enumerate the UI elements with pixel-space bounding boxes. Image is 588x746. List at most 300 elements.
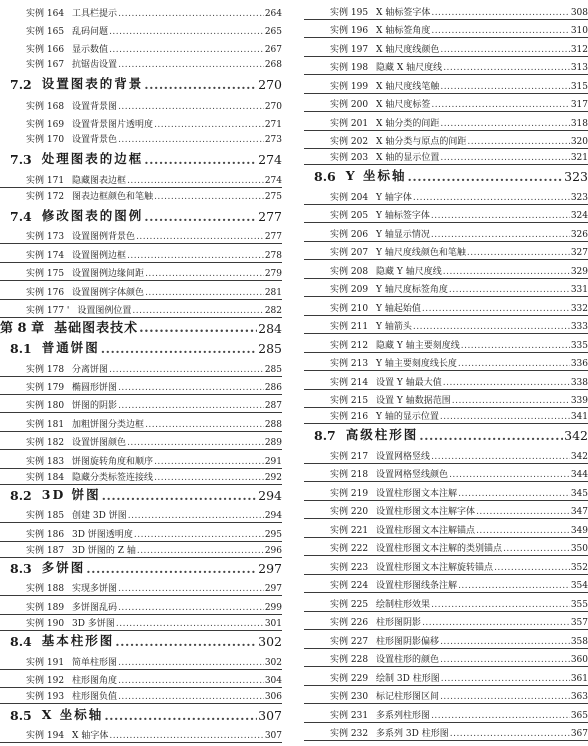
toc-entry[interactable] [304, 187, 588, 205]
example-number: 实例 225 [330, 600, 369, 610]
page-number: 282 [264, 306, 282, 316]
page-number: 358 [570, 637, 588, 647]
toc-entry[interactable] [304, 298, 588, 316]
example-number: 实例 232 [330, 729, 369, 739]
example-number: 实例 188 [26, 584, 65, 594]
dot-leader [144, 77, 257, 92]
toc-entry[interactable] [304, 724, 588, 741]
example-title: 设置饼图颜色 [72, 438, 127, 448]
toc-entry[interactable] [304, 409, 588, 424]
toc-entry[interactable] [0, 396, 282, 413]
toc-entry[interactable] [0, 301, 282, 318]
example-number: 实例 209 [330, 285, 369, 295]
page-number: 321 [570, 153, 588, 163]
section-number: 8.1 [10, 341, 32, 356]
dot-leader [145, 420, 264, 430]
example-number: 实例 186 [26, 530, 65, 540]
example-title: 绘制柱形效果 [376, 600, 431, 610]
example-title: 3D 饼图的 Z 轴 [72, 546, 136, 556]
page-number: 275 [264, 192, 282, 202]
dot-leader [134, 530, 264, 540]
toc-chapter-heading[interactable] [0, 319, 282, 338]
page-number: 284 [258, 321, 282, 336]
toc-entry[interactable] [0, 189, 282, 203]
dot-leader [118, 676, 264, 686]
example-title: 设置图例背景色 [72, 232, 136, 242]
toc-section-heading[interactable] [0, 632, 282, 651]
example-number: 实例 228 [330, 655, 369, 665]
example-number: 实例 173 [26, 232, 65, 242]
page-number: 326 [570, 230, 588, 240]
page-number: 347 [570, 507, 588, 517]
toc-entry[interactable] [0, 726, 282, 743]
dot-leader [109, 365, 264, 375]
example-title: Y 轴尺度线颜色和笔触 [376, 248, 466, 258]
toc-entry[interactable] [0, 132, 282, 146]
toc-entry[interactable] [0, 543, 282, 558]
page-number: 285 [258, 341, 282, 356]
example-title: X 轴字体 [72, 731, 109, 741]
example-number: 实例 176 [26, 288, 65, 298]
page-number: 310 [570, 26, 588, 36]
page-number: 354 [570, 581, 588, 591]
example-title: 设置图例字体颜色 [72, 288, 145, 298]
dot-leader [440, 655, 570, 665]
page-number: 278 [264, 251, 282, 261]
page-number: 365 [570, 711, 588, 721]
example-number: 实例 169 [26, 120, 65, 130]
dot-leader [144, 152, 257, 167]
example-title: 简单柱形图 [72, 658, 118, 668]
example-title: 设置网格竖线 [376, 452, 431, 462]
page-number: 299 [264, 603, 282, 613]
toc-entry[interactable] [0, 451, 282, 469]
toc-entry[interactable] [304, 372, 588, 390]
dot-leader [467, 248, 570, 258]
dot-leader [109, 45, 264, 55]
example-number: 实例 193 [26, 692, 65, 702]
toc-entry[interactable] [304, 483, 588, 501]
dot-leader [440, 153, 569, 163]
example-title: 柱形图角度 [72, 676, 118, 686]
toc-entry[interactable] [0, 282, 282, 300]
example-title: 饼图的阴影 [72, 401, 118, 411]
page-number: 315 [570, 82, 588, 92]
dot-leader [132, 306, 263, 316]
example-number: 实例 189 [26, 603, 65, 613]
page-number: 291 [264, 457, 282, 467]
dot-leader [145, 269, 264, 279]
dot-leader [461, 341, 570, 351]
toc-entry[interactable] [304, 261, 588, 279]
example-number: 实例 181 [26, 420, 65, 430]
toc-section-heading[interactable] [0, 486, 282, 505]
section-title: 处理图表的边框 [41, 151, 144, 166]
toc-entry[interactable] [0, 671, 282, 688]
example-title: 饼图旋转角度和顺序 [72, 457, 154, 467]
example-number: 实例 190 [26, 619, 65, 629]
section-title: 基本柱形图 [41, 633, 115, 648]
example-number: 实例 196 [330, 26, 369, 36]
toc-entry[interactable] [304, 58, 588, 75]
toc-entry[interactable] [0, 95, 282, 113]
toc-entry[interactable] [304, 317, 588, 334]
page-number: 323 [570, 193, 588, 203]
section-number: 7.3 [10, 152, 32, 167]
toc-entry[interactable] [304, 2, 588, 20]
toc-entry[interactable] [304, 594, 588, 612]
page-number: 345 [570, 489, 588, 499]
toc-entry[interactable] [0, 616, 282, 631]
toc-entry[interactable] [0, 170, 282, 188]
example-number: 实例 214 [330, 378, 369, 388]
dot-leader [128, 511, 264, 521]
dot-leader [118, 135, 264, 145]
toc-entry[interactable] [0, 414, 282, 432]
example-title: 椭圆形饼图 [72, 383, 118, 393]
dot-leader [458, 359, 570, 369]
page-number: 338 [570, 378, 588, 388]
section-title: 高级柱形图 [345, 427, 419, 442]
section-number: 7.2 [10, 77, 32, 92]
page-number: 304 [264, 676, 282, 686]
dot-leader [118, 584, 264, 594]
page-number: 287 [264, 401, 282, 411]
example-title: 多饼图乱码 [72, 603, 118, 613]
toc-entry[interactable] [304, 520, 588, 538]
dot-leader [449, 285, 570, 295]
dot-leader [503, 544, 570, 554]
section-number: 7.4 [10, 209, 32, 224]
section-number: 8.4 [10, 634, 32, 649]
dot-leader [127, 438, 264, 448]
example-title: 设置柱形图文本注解锚点 [376, 526, 476, 536]
page-number: 342 [564, 428, 588, 443]
example-title: 设置柱形图文本注解旋转锚点 [376, 563, 494, 573]
page-number: 267 [264, 45, 282, 55]
example-number: 实例 207 [330, 248, 369, 258]
example-title: 隐藏 Y 轴主要刻度线 [376, 341, 460, 351]
example-title: Y 轴尺度标签角度 [376, 285, 448, 295]
example-title: 3D 多饼图 [72, 619, 115, 629]
toc-entry[interactable] [0, 524, 282, 542]
toc-entry[interactable] [0, 2, 282, 20]
dot-leader [145, 288, 264, 298]
page-number: 324 [570, 211, 588, 221]
toc-entry[interactable] [0, 579, 282, 596]
toc-entry[interactable] [304, 354, 588, 371]
section-title: 普通饼图 [41, 340, 100, 355]
toc-entry[interactable] [304, 76, 588, 94]
toc-entry[interactable] [304, 705, 588, 723]
toc-entry[interactable] [0, 506, 282, 523]
page-number: 296 [264, 546, 282, 556]
example-number: 实例 200 [330, 100, 369, 110]
example-number: 实例 231 [330, 711, 369, 721]
toc-entry[interactable] [304, 95, 588, 112]
page-number: 332 [570, 304, 588, 314]
page-number: 335 [570, 341, 588, 351]
page-number: 349 [570, 526, 588, 536]
toc-entry[interactable] [304, 465, 588, 482]
example-number: 实例 226 [330, 618, 369, 628]
page-number: 277 [258, 209, 282, 224]
page-number: 271 [264, 120, 282, 130]
example-title: 设置图例位置 [77, 306, 132, 316]
example-title: 隐藏图表边框 [72, 176, 127, 186]
toc-entry[interactable] [304, 132, 588, 149]
page-number: 302 [258, 634, 282, 649]
toc-section-heading[interactable] [0, 204, 282, 226]
example-number: 实例 221 [330, 526, 369, 536]
toc-entry[interactable] [304, 576, 588, 593]
example-title: 标记柱形图区间 [376, 692, 440, 702]
example-title: 设置柱形图线条注解 [376, 581, 458, 591]
page-number: 286 [264, 383, 282, 393]
page-number: 357 [570, 618, 588, 628]
example-number: 实例 216 [330, 412, 369, 422]
dot-leader [419, 428, 563, 443]
toc-entry[interactable] [0, 227, 282, 244]
example-number: 实例 167 [26, 60, 65, 70]
dot-leader [118, 692, 264, 702]
toc-entry[interactable] [304, 539, 588, 556]
page-number: 289 [264, 438, 282, 448]
dot-leader [458, 581, 570, 591]
page-number: 297 [258, 561, 282, 576]
page-number: 294 [258, 488, 282, 503]
page-number: 294 [264, 511, 282, 521]
example-number: 实例 223 [330, 563, 369, 573]
example-number: 实例 203 [330, 153, 369, 163]
chapter-number: 第 8 章 [0, 321, 45, 336]
page-number: 317 [570, 100, 588, 110]
example-number: 实例 171 [26, 176, 65, 186]
toc-section-heading[interactable] [304, 166, 588, 186]
example-number: 实例 192 [26, 676, 65, 686]
page-number: 268 [264, 60, 282, 70]
section-number: 8.5 [10, 708, 32, 723]
example-title: Y 轴起始值 [376, 304, 421, 314]
section-title: 3D 饼图 [41, 487, 101, 502]
toc-section-heading[interactable] [0, 72, 282, 94]
dot-leader [154, 457, 264, 467]
dot-leader [104, 708, 257, 723]
toc-entry[interactable] [0, 359, 282, 377]
example-number: 实例 170 [26, 135, 65, 145]
toc-entry[interactable] [0, 470, 282, 485]
toc-entry[interactable] [0, 689, 282, 704]
example-number: 实例 212 [330, 341, 369, 351]
toc-entry[interactable] [0, 57, 282, 71]
dot-leader [431, 452, 570, 462]
toc-entry[interactable] [304, 557, 588, 575]
toc-entry[interactable] [304, 21, 588, 38]
example-title: 设置 Y 轴最大值 [376, 378, 442, 388]
example-title: Y 轴主要刻度线长度 [376, 359, 457, 369]
dot-leader [458, 489, 570, 499]
page-number: 281 [264, 288, 282, 298]
dot-leader [443, 63, 570, 73]
page-number: 341 [570, 412, 588, 422]
page-number: 333 [570, 322, 588, 332]
toc-entry[interactable] [304, 224, 588, 242]
example-number: 实例 220 [330, 507, 369, 517]
toc-entry[interactable] [0, 652, 282, 670]
example-number: 实例 166 [26, 45, 65, 55]
dot-leader [422, 304, 570, 314]
example-title: X 轴的显示位置 [376, 153, 440, 163]
page-number: 270 [258, 77, 282, 92]
toc-entry[interactable] [0, 433, 282, 450]
page-number: 318 [570, 119, 588, 129]
toc-entry[interactable] [304, 39, 588, 57]
toc-entry[interactable] [0, 264, 282, 281]
example-number: 实例 195 [330, 8, 369, 18]
dot-leader [441, 674, 570, 684]
dot-leader [422, 618, 570, 628]
page-number: 295 [264, 530, 282, 540]
toc-entry[interactable] [0, 378, 282, 395]
example-number: 实例 180 [26, 401, 65, 411]
dot-leader [136, 232, 264, 242]
dot-leader [431, 100, 569, 110]
page-number: 279 [264, 269, 282, 279]
example-number: 实例 227 [330, 637, 369, 647]
page-number: 274 [264, 176, 282, 186]
toc-entry[interactable] [304, 631, 588, 649]
example-number: 实例 178 [26, 365, 65, 375]
toc-entry[interactable] [304, 613, 588, 630]
toc-entry[interactable] [0, 597, 282, 615]
toc-section-heading[interactable] [304, 425, 588, 445]
example-title: 工具栏提示 [72, 9, 118, 19]
example-title: 设置背景图 [72, 102, 118, 112]
example-number: 实例 222 [330, 544, 369, 554]
toc-entry[interactable] [304, 687, 588, 704]
example-title: 设置柱形图文本注解字体 [376, 507, 476, 517]
page-number: 285 [264, 365, 282, 375]
dot-leader [118, 658, 264, 668]
example-title: 设置图例边框 [72, 251, 127, 261]
section-number: 8.3 [10, 561, 32, 576]
page-number: 270 [264, 102, 282, 112]
example-title: X 轴标签角度 [376, 26, 431, 36]
dot-leader [109, 27, 264, 37]
page-number: 329 [570, 267, 588, 277]
toc-entry[interactable] [304, 650, 588, 667]
toc-section-heading[interactable] [0, 705, 282, 725]
page-number: 307 [264, 731, 282, 741]
example-title: Y 轴标签字体 [376, 211, 430, 221]
dot-leader [109, 731, 263, 741]
example-number: 实例 177 ' [26, 306, 70, 316]
toc-entry[interactable] [304, 391, 588, 408]
dot-leader [431, 8, 569, 18]
example-number: 实例 198 [330, 63, 369, 73]
example-number: 实例 229 [330, 674, 369, 684]
toc-entry[interactable] [304, 280, 588, 297]
page-number: 363 [570, 692, 588, 702]
dot-leader [118, 383, 264, 393]
example-number: 实例 183 [26, 457, 65, 467]
dot-leader [431, 26, 569, 36]
toc-entry[interactable] [304, 150, 588, 165]
toc-section-heading[interactable] [0, 339, 282, 358]
dot-leader [440, 692, 570, 702]
page-number: 292 [264, 473, 282, 483]
dot-leader [154, 473, 264, 483]
page-number: 313 [570, 63, 588, 73]
page-number: 342 [570, 452, 588, 462]
example-title: X 轴分类的间距 [376, 119, 440, 129]
example-title: 设置背景图片透明度 [72, 120, 154, 130]
dot-leader [144, 209, 257, 224]
example-title: 显示数值 [72, 45, 109, 55]
page-number: 273 [264, 135, 282, 145]
toc-entry[interactable] [0, 114, 282, 131]
page-number: 367 [570, 729, 588, 739]
example-number: 实例 213 [330, 359, 369, 369]
example-title: 创建 3D 饼图 [72, 511, 127, 521]
example-title: 隐藏 X 轴尺度线 [376, 63, 443, 73]
section-title: 设置图表的背景 [41, 76, 144, 91]
example-title: 分离饼图 [72, 365, 109, 375]
example-title: 柱形图阴影 [376, 618, 422, 628]
toc-entry[interactable] [304, 335, 588, 353]
example-title: X 轴尺度线笔触 [376, 82, 440, 92]
example-title: 多系列柱形图 [376, 711, 431, 721]
toc-entry[interactable] [304, 502, 588, 519]
toc-section-heading[interactable] [0, 559, 282, 578]
toc-entry[interactable] [304, 206, 588, 223]
example-number: 实例 185 [26, 511, 65, 521]
toc-section-heading[interactable] [0, 147, 282, 169]
example-number: 实例 174 [26, 251, 65, 261]
toc-entry[interactable] [304, 243, 588, 260]
dot-leader [86, 561, 257, 576]
dot-leader [115, 634, 257, 649]
example-number: 实例 172 [26, 192, 65, 202]
page-number: 264 [264, 9, 282, 19]
example-number: 实例 164 [26, 9, 65, 19]
page-number: 288 [264, 420, 282, 430]
page-number: 361 [570, 674, 588, 684]
toc-entry[interactable] [0, 245, 282, 263]
page-number: 355 [570, 600, 588, 610]
example-number: 实例 210 [330, 304, 369, 314]
example-title: 多系列 3D 柱形图 [376, 729, 449, 739]
dot-leader [494, 563, 570, 573]
example-title: 柱形图阴影偏移 [376, 637, 440, 647]
dot-leader [413, 193, 570, 203]
page-number: 312 [570, 45, 588, 55]
dot-leader [102, 488, 258, 503]
toc-entry[interactable] [304, 446, 588, 464]
dot-leader [476, 526, 570, 536]
page-number: 331 [570, 285, 588, 295]
example-title: Y 轴字体 [376, 193, 412, 203]
example-title: X 轴尺度标签 [376, 100, 431, 110]
section-title: X 坐标轴 [41, 707, 104, 722]
toc-entry[interactable] [304, 113, 588, 131]
chapter-title: 基础图表技术 [54, 321, 139, 336]
example-title: 设置柱形图文本注解的类别锚点 [376, 544, 503, 554]
toc-entry[interactable] [0, 39, 282, 56]
toc-entry[interactable] [304, 668, 588, 686]
example-number: 实例 215 [330, 396, 369, 406]
toc-entry[interactable] [0, 21, 282, 38]
